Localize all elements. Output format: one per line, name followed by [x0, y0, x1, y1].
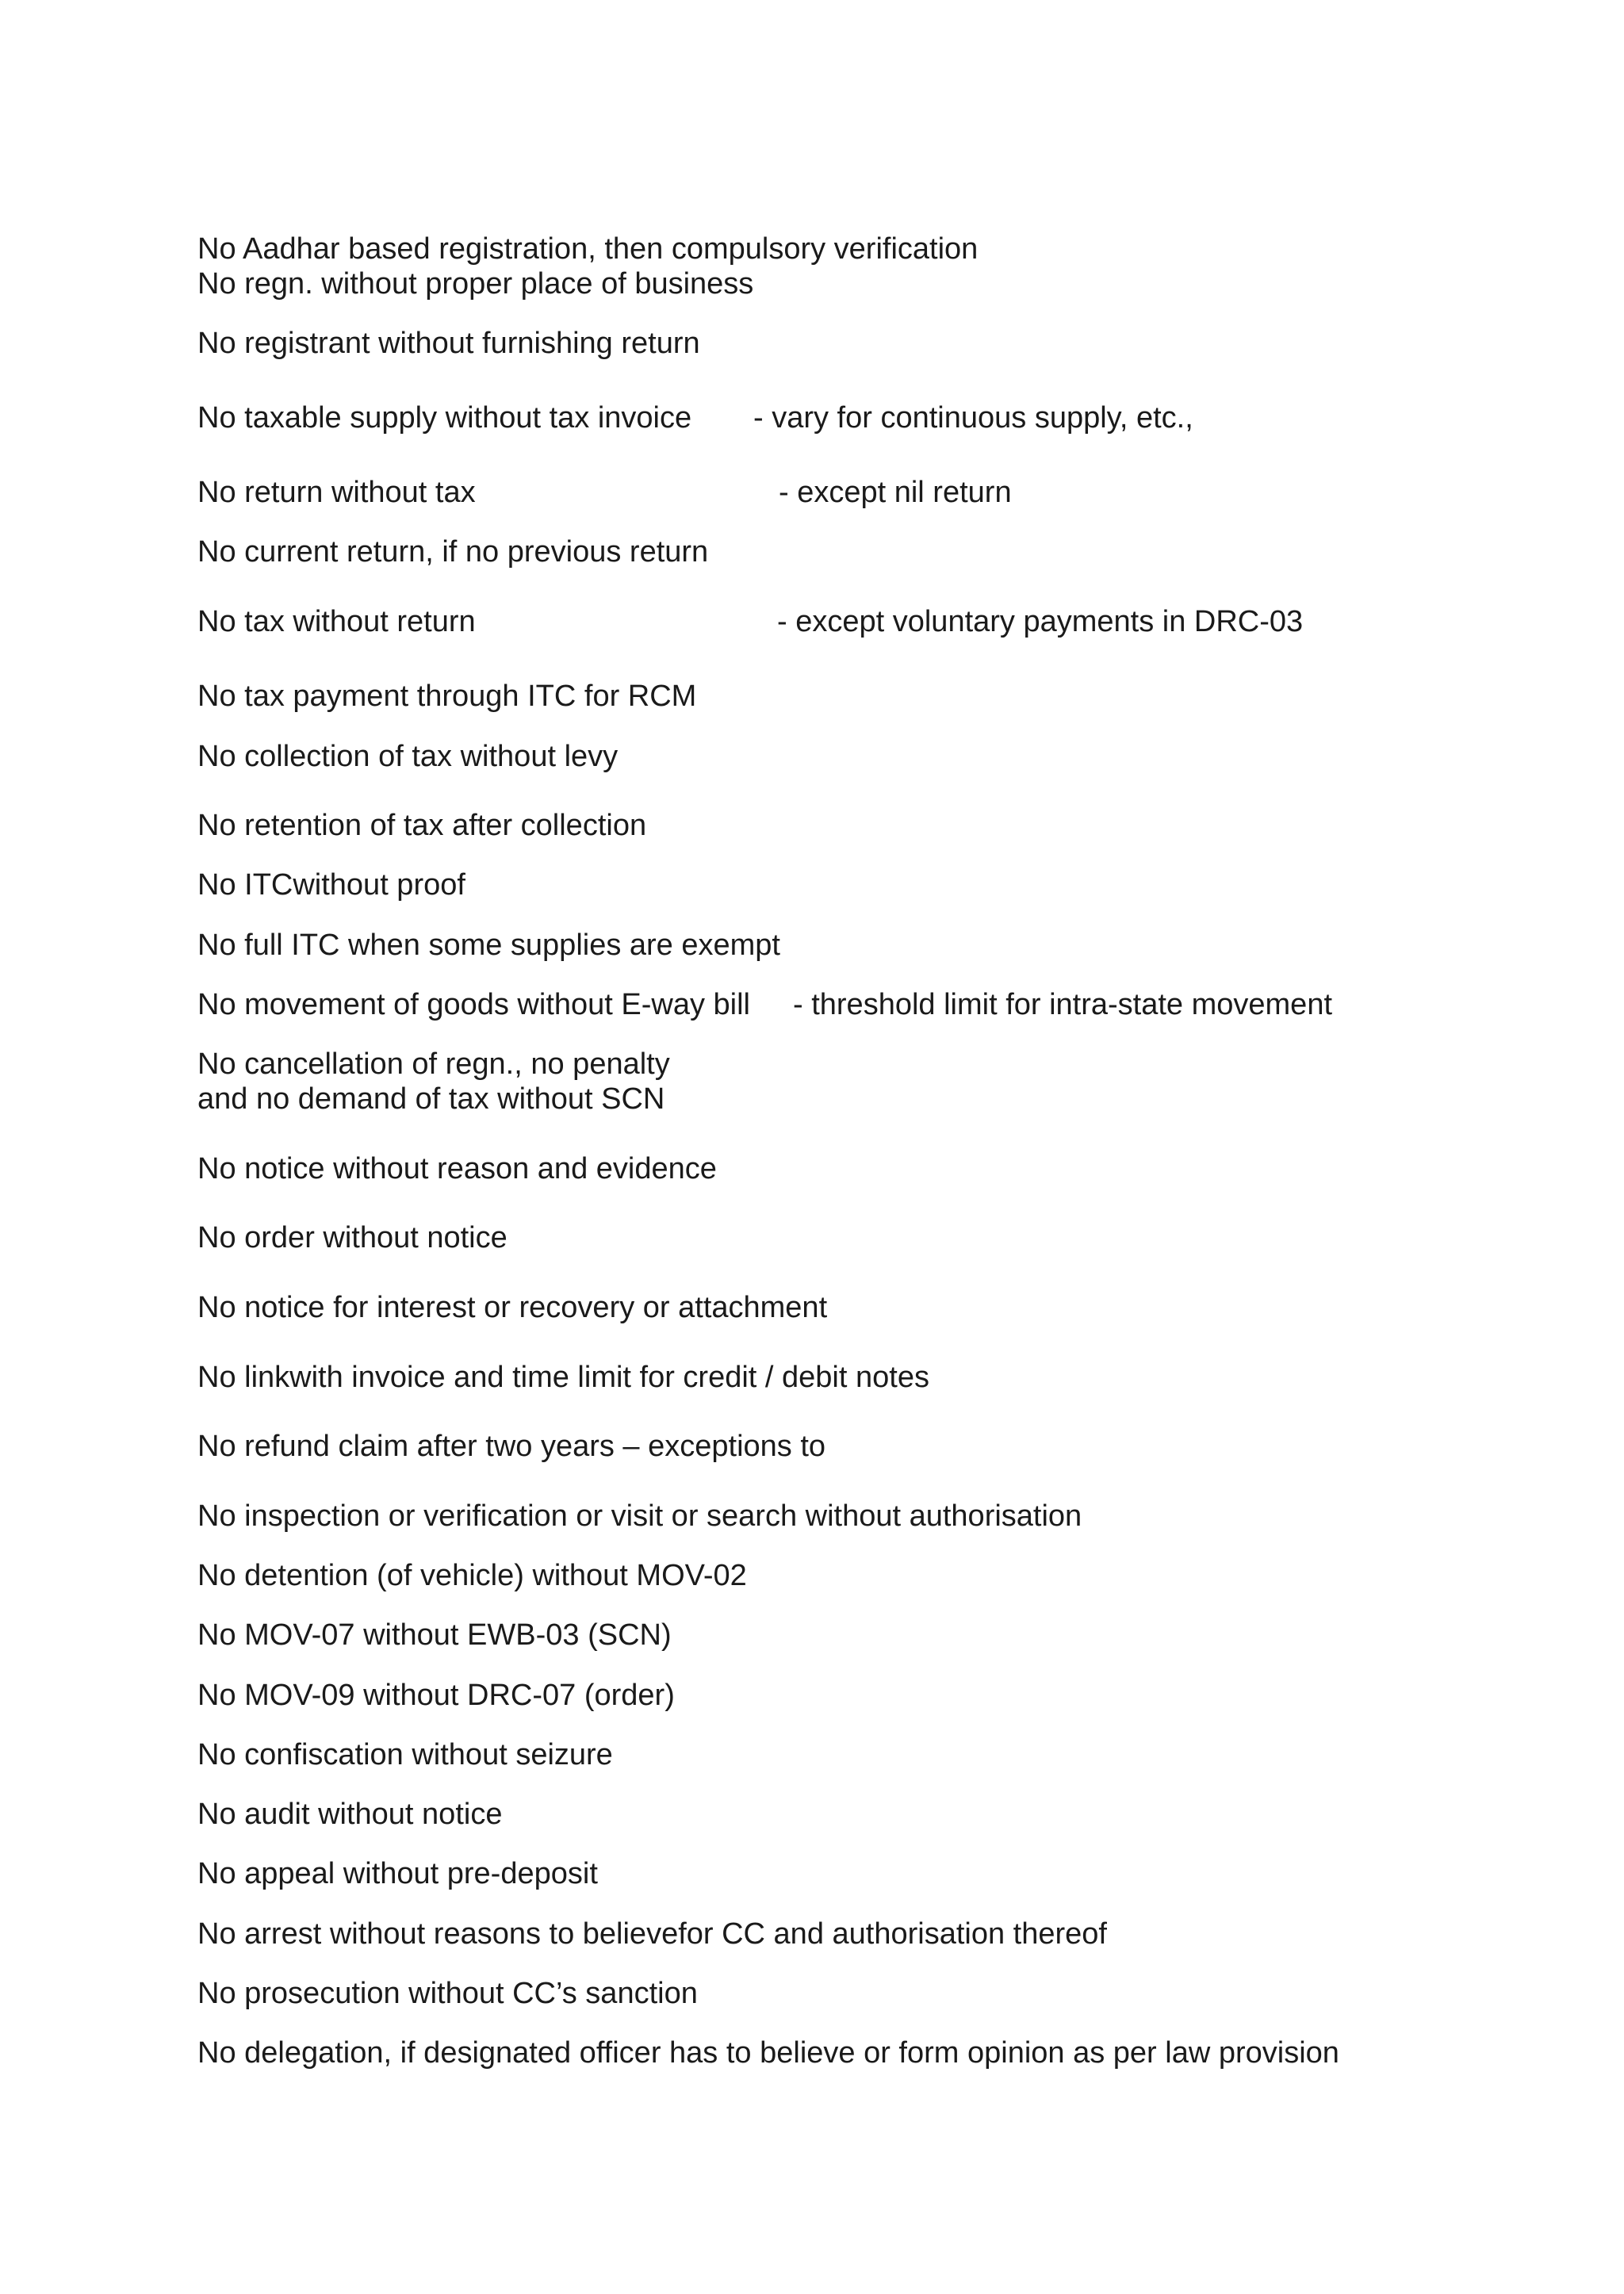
rule-exception-note: - except voluntary payments in DRC-03 [777, 605, 1304, 638]
rule-line: No regn. without proper place of business [197, 267, 754, 301]
rule-line: No notice without reason and evidence [197, 1152, 717, 1185]
rule-exception-note: - threshold limit for intra-state movement [793, 988, 1333, 1021]
rule-line: and no demand of tax without SCN [197, 1082, 665, 1116]
rule-line: No detention (of vehicle) without MOV-02 [197, 1559, 747, 1592]
rule-line: No delegation, if designated officer has to believe or form opinion as per law provision [197, 2036, 1339, 2070]
rule-line: No MOV-09 without DRC-07 (order) [197, 1679, 675, 1712]
rule-line: No Aadhar based registration, then compulsory verification [197, 232, 979, 266]
rule-exception-note: - vary for continuous supply, etc., [753, 401, 1193, 435]
rule-exception-note: - except nil return [779, 476, 1012, 509]
rule-line: No linkwith invoice and time limit for credit / debit notes [197, 1361, 929, 1394]
rule-line: No return without tax [197, 476, 476, 509]
rule-line: No full ITC when some supplies are exempt [197, 929, 780, 962]
rule-line: No movement of goods without E-way bill [197, 988, 750, 1021]
rule-line: No retention of tax after collection [197, 809, 647, 842]
rule-line: No order without notice [197, 1221, 508, 1254]
rule-line: No registrant without furnishing return [197, 327, 700, 360]
rule-line: No appeal without pre-deposit [197, 1857, 598, 1890]
rule-line: No MOV-07 without EWB-03 (SCN) [197, 1618, 672, 1652]
rule-line: No confiscation without seizure [197, 1738, 613, 1771]
rule-line: No tax without return [197, 605, 476, 638]
rule-line: No collection of tax without levy [197, 740, 619, 773]
rule-line: No notice for interest or recovery or attachment [197, 1291, 828, 1324]
rule-line: No arrest without reasons to believefor CC and authorisation thereof [197, 1917, 1107, 1951]
rule-line: No ITCwithout proof [197, 868, 465, 902]
rule-line: No inspection or verification or visit or search without authorisation [197, 1499, 1082, 1533]
rule-line: No current return, if no previous return [197, 535, 709, 569]
rule-line: No audit without notice [197, 1798, 503, 1831]
rule-line: No refund claim after two years – exceptions to [197, 1430, 826, 1463]
rule-line: No cancellation of regn., no penalty [197, 1047, 670, 1081]
rule-line: No tax payment through ITC for RCM [197, 680, 697, 713]
rule-line: No prosecution without CC’s sanction [197, 1977, 698, 2010]
rule-line: No taxable supply without tax invoice [197, 401, 692, 435]
